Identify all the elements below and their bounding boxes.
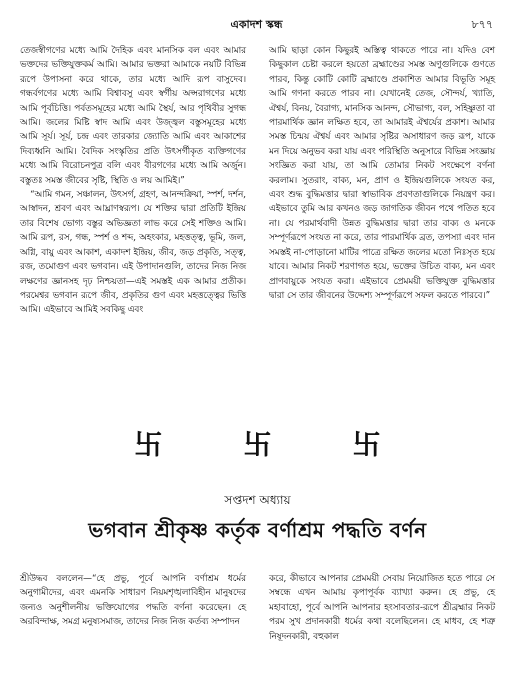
paragraph: তেজস্বীগণের মধ্যে আমি দৈহিক এবং মানসিক বল এবং আমার ভক্তদের ভক্তিযুক্তকর্ম আমি। আমার ভক্তরা আমাকে নয়টি বিভিন্ন রূপে উপাসনা করে থাকে, তার মধ্যে আদি রূপ বাসুদেব। গন্ধর্বগণের মধ্যে আমি বিশ্বাবসু এবং স্বর্গীয় অপ্সরাগণের মধ্যে আমি পূর্বচিত্তি। পর্বতসমূহের মধ্যে আমি স্থৈর্য, আর পৃথিবীর সুগন্ধ আমি। জলের মিষ্টি স্বাদ আমি এবং উজ্জ্বল বস্তুসমূহের মধ্যে আমি সূর্য। সূর্য, চন্দ্র এবং তারকার জ্যোতি আমি এবং আকাশের দিব্যধ্বনি আমি। বৈদিক সংস্কৃতির প্রতি উৎসর্গীকৃত ব্যক্তিগণের মধ্যে আমি বিরোচনপুত্র বলি এবং বীরগণের মধ্যে আমি অর্জুন। বস্তুতঃ সমস্ত জীবের সৃষ্টি, স্থিতি ও লয় আমিই।” [20, 46, 246, 186]
paragraph: “আমি গমন, সঞ্চালন, উৎসর্গ, গ্রহণ, আনন্দক্রিয়া, স্পর্শ, দর্শন, আস্বাদন, শ্রবণ এবং আঘ্রাণস্বরূপ। যে শক্তির দ্বারা প্রতিটি ইন্দ্রিয় তার বিশেষ ভোগ্য বস্তুর অভিজ্ঞতা লাভ করে সেই শক্তিও আমি। আমি রূপ, রস, গন্ধ, স্পর্শ ও শব্দ, অহংকার, মহত্তত্ত্ব, ভূমি, জল, অগ্নি, বায়ু এবং আকাশ, একাদশ ইন্দ্রিয়, জীব, জড় প্রকৃতি, সত্ত্ব, রজ, তমোগুণ এবং ভগবান। এই উপাদানগুলি, তাদের নিজ নিজ লক্ষণের জ্ঞানসহ দৃঢ় নিশ্চয়তা—এই সমস্তই এক আমার প্রতীক। পরমেশ্বর ভগবান রূপে জীব, প্রকৃতির গুণ এবং মহত্তত্ত্বের ভিত্তি আমি। এইভাবে আমিই সবকিছু এবং [20, 190, 246, 316]
top-right-column [269, 44, 495, 303]
running-title: একাদশ স্কন্ধ [230, 18, 283, 31]
bottom-text-columns [20, 572, 495, 682]
page-header [20, 16, 493, 32]
swastika-ornament: 卐 [243, 428, 272, 461]
bottom-left-column [20, 572, 246, 630]
page-number: ৮৭৭ [471, 18, 493, 31]
top-text-columns [20, 44, 495, 389]
paragraph: শ্রীউদ্ধব বললেন—“হে প্রভু, পূর্বে আপনি বর্ণাশ্রম ধর্মের অনুগামীদের, এবং এমনকি সাধারণ নিয়মশৃঙ্খলাবিহীন মানুষদের জন্যও অনুশীলনীয় ভক্তিযোগের পদ্ধতি বর্ণনা করেছেন। হে অরবিন্দাক্ষ, সমগ্র মনুষ্যসমাজ, তাদের নিজ নিজ কর্তব্য সম্পাদন [20, 574, 246, 628]
chapter-number: সপ্তদশ অধ্যায় [224, 493, 291, 507]
chapter-title: ভগবান শ্রীকৃষ্ণ কর্তৃক বর্ণাশ্রম পদ্ধতি বর্ণন [88, 518, 427, 542]
section-separator [0, 430, 515, 460]
swastika-ornament: 卐 [134, 428, 163, 461]
top-left-column [20, 44, 246, 318]
bottom-right-column [269, 572, 495, 644]
paragraph: করে, কীভাবে আপনার প্রেমময়ী সেবায় নিয়োজিত হতে পারে সে সম্বন্ধে এখন আমায় কৃপাপূর্বক ব্যাখ্যা করুন। হে প্রভু, হে মহাবাহো, পূর্বে আপনি আপনার হংসাবতার-রূপে শ্রীব্রহ্মার নিকট পরম সুখ প্রদানকারী ধর্মের কথা বলেছিলেন। হে মাধব, হে শত্রু নিষূদনকারী, বহুকাল [269, 574, 495, 642]
swastika-ornament: 卐 [352, 428, 381, 461]
paragraph: আমি ছাড়া কোন কিছুরই অস্তিত্ব থাকতে পারে না। যদিও বেশ কিছুকাল চেষ্টা করলে হয়তো ব্রহ্মাণ্ডের সমস্ত অণুগুলিকে গুণতে পারব, কিন্তু কোটি কোটি ব্রহ্মাণ্ডে প্রকাশিত আমার বিভূতি সমূহ আমি গণনা করতে পারব না। যেখানেই তেজ, সৌন্দর্য, খ্যাতি, ঐশ্বর্য, বিনয়, বৈরাগ্য, মানসিক আনন্দ, সৌভাগ্য, বল, সহিষ্ণুতা বা পারমার্থিক জ্ঞান লক্ষিত হবে, তা আমারই ঐশ্বর্যের প্রকাশ। আমার সমস্ত চিন্ময় ঐশ্বর্য এবং আমার সৃষ্টির অসাধারণ জড় রূপ, যাকে মন দিয়ে অনুভব করা যায় এবং পরিস্থিতি অনুসারে বিভিন্ন সংজ্ঞায় সংজ্ঞিত করা যায়, তা আমি তোমার নিকট সংক্ষেপে বর্ণনা করলাম। সুতরাং, বাক্য, মন, প্রাণ ও ইন্দ্রিয়গুলিকে সংযত কর, এবং শুদ্ধ বুদ্ধিমত্তার দ্বারা স্বাভাবিক প্রবণতাগুলিকে নিয়ন্ত্রণ কর। এইভাবে তুমি আর কখনও জড় জাগতিক জীবন পথে পতিত হবে না। যে পরমার্থবাদী উন্নত বুদ্ধিমত্তার দ্বারা তার বাক্য ও মনকে সম্পূর্ণরূপে সংযত না করে, তার পারমার্থিক ব্রত, তপস্যা এবং দান সমস্তই না-পোড়ানো মাটির পাত্রে রক্ষিত জলের মতো নিঃসৃত হয়ে যাবে। আমার নিকট শরণাগত হয়ে, ভক্তের উচিত বাক্য, মন এবং প্রাণবায়ুকে সংযত করা। এইভাবে প্রেমময়ী ভক্তিযুক্ত বুদ্ধিমত্তার দ্বারা সে তার জীবনের উদ্দেশ্য সম্পূর্ণরূপে সফল করতে পারবে।” [269, 46, 496, 301]
